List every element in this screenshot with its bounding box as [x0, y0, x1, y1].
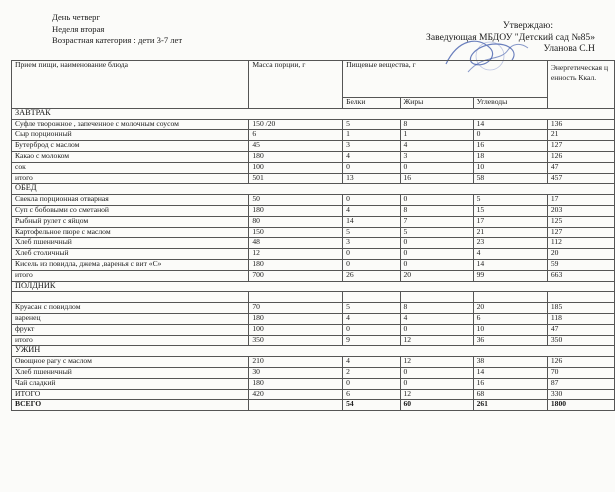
table-row — [12, 173, 615, 184]
protein: 0 — [343, 378, 400, 389]
energy: 125 — [547, 216, 614, 227]
dish-name: Картофельное пюре с маслом — [12, 227, 249, 238]
fat: 7 — [400, 216, 473, 227]
total-dish-name: ВСЕГО — [12, 400, 249, 411]
table-row — [12, 313, 615, 324]
table-row — [12, 238, 615, 249]
protein: 0 — [343, 324, 400, 335]
header-protein: Белки — [343, 98, 400, 109]
energy: 203 — [547, 205, 614, 216]
total-portion — [249, 400, 343, 411]
protein — [343, 292, 400, 303]
section-title: ПОЛДНИК — [12, 281, 615, 292]
total-carbs: 261 — [473, 400, 547, 411]
table-row — [12, 389, 615, 400]
dish-name: итого — [12, 335, 249, 346]
table-row — [12, 357, 615, 368]
carbs: 4 — [473, 249, 547, 260]
header-carbs: Углеводы — [473, 98, 547, 109]
table-row — [12, 303, 615, 314]
table-row — [12, 151, 615, 162]
fat: 1 — [400, 130, 473, 141]
table-row — [12, 216, 615, 227]
table-row — [12, 162, 615, 173]
portion: 501 — [249, 173, 343, 184]
protein: 9 — [343, 335, 400, 346]
protein: 3 — [343, 238, 400, 249]
fat: 12 — [400, 357, 473, 368]
energy: 126 — [547, 357, 614, 368]
portion: 180 — [249, 259, 343, 270]
dish-name: Хлеб столичный — [12, 249, 249, 260]
dish-name: фрукт — [12, 324, 249, 335]
portion: 100 — [249, 162, 343, 173]
carbs: 58 — [473, 173, 547, 184]
energy: 17 — [547, 195, 614, 206]
table-row — [12, 119, 615, 130]
section-title: УЖИН — [12, 346, 615, 357]
energy: 20 — [547, 249, 614, 260]
energy: 127 — [547, 227, 614, 238]
protein: 14 — [343, 216, 400, 227]
energy: 21 — [547, 130, 614, 141]
fat: 0 — [400, 259, 473, 270]
fat: 8 — [400, 303, 473, 314]
portion: 150 — [249, 227, 343, 238]
table-row — [12, 249, 615, 260]
fat: 0 — [400, 195, 473, 206]
protein: 1 — [343, 130, 400, 141]
energy: 663 — [547, 270, 614, 281]
approver-title: Заведующая МБДОУ "Детский сад №85» — [426, 31, 595, 43]
portion: 30 — [249, 367, 343, 378]
energy: 47 — [547, 162, 614, 173]
portion: 100 — [249, 324, 343, 335]
carbs: 99 — [473, 270, 547, 281]
total-fat: 60 — [400, 400, 473, 411]
fat: 0 — [400, 162, 473, 173]
section-title: ОБЕД — [12, 184, 615, 195]
category-line: Возрастная категория : дети 3-7 лет — [52, 35, 183, 45]
carbs — [473, 292, 547, 303]
carbs: 20 — [473, 303, 547, 314]
protein: 5 — [343, 303, 400, 314]
energy: 126 — [547, 151, 614, 162]
portion: 50 — [249, 195, 343, 206]
dish-name: сок — [12, 162, 249, 173]
table-row — [12, 270, 615, 281]
dish-name: Бутерброд с маслом — [12, 141, 249, 152]
protein: 5 — [343, 227, 400, 238]
header-meal: Прием пищи, наименование блюда — [12, 61, 249, 109]
dish-name: Рыбный рулет с яйцом — [12, 216, 249, 227]
dish-name: Какао с молоком — [12, 151, 249, 162]
portion: 420 — [249, 389, 343, 400]
fat — [400, 292, 473, 303]
portion: 700 — [249, 270, 343, 281]
carbs: 68 — [473, 389, 547, 400]
protein: 0 — [343, 259, 400, 270]
table-row — [12, 130, 615, 141]
portion: 180 — [249, 378, 343, 389]
week-line: Неделя вторая — [52, 23, 105, 34]
fat: 20 — [400, 270, 473, 281]
carbs: 0 — [473, 130, 547, 141]
fat: 3 — [400, 151, 473, 162]
carbs: 38 — [473, 357, 547, 368]
dish-name: Круасан с повидлом — [12, 303, 249, 314]
portion — [249, 292, 343, 303]
dish-name: Овощное рагу с маслом — [12, 357, 249, 368]
carbs: 18 — [473, 151, 547, 162]
energy: 118 — [547, 313, 614, 324]
portion: 12 — [249, 249, 343, 260]
protein: 4 — [343, 357, 400, 368]
energy: 185 — [547, 303, 614, 314]
grand-total-row — [12, 400, 615, 411]
portion: 180 — [249, 205, 343, 216]
header-portion: Масса порции, г — [249, 61, 343, 109]
header-nutrients: Пищевые вещества, г — [343, 61, 548, 98]
portion: 48 — [249, 238, 343, 249]
dish-name: Кисель из повидла, джема ,варенья с вит «С» — [12, 259, 249, 270]
carbs: 14 — [473, 119, 547, 130]
fat: 4 — [400, 313, 473, 324]
portion: 80 — [249, 216, 343, 227]
day-line: День четверг — [52, 12, 100, 22]
table-row — [12, 292, 615, 303]
total-protein: 54 — [343, 400, 400, 411]
dish-name: Хлеб пшеничный — [12, 238, 249, 249]
fat: 0 — [400, 324, 473, 335]
carbs: 14 — [473, 367, 547, 378]
portion: 150 /20 — [249, 119, 343, 130]
carbs: 5 — [473, 195, 547, 206]
fat: 4 — [400, 141, 473, 152]
dish-name — [12, 292, 249, 303]
menu-info — [52, 12, 182, 47]
fat: 0 — [400, 378, 473, 389]
protein: 4 — [343, 313, 400, 324]
section-row — [12, 281, 615, 292]
table-row — [12, 378, 615, 389]
portion: 350 — [249, 335, 343, 346]
approve-label: Утверждаю: — [502, 20, 553, 31]
protein: 0 — [343, 195, 400, 206]
protein: 13 — [343, 173, 400, 184]
table-row — [12, 227, 615, 238]
energy: 112 — [547, 238, 614, 249]
dish-name: Суп с бобовыми со сметаной — [12, 205, 249, 216]
carbs: 10 — [473, 324, 547, 335]
energy: 59 — [547, 259, 614, 270]
energy: 87 — [547, 378, 614, 389]
protein: 3 — [343, 141, 400, 152]
dish-name: Свекла порционная отварная — [12, 195, 249, 206]
dish-name: Хлеб пшеничный — [12, 367, 249, 378]
menu-table — [11, 60, 615, 411]
header-fat: Жиры — [400, 98, 473, 109]
approver-name: Уланова С.Н — [543, 43, 595, 54]
dish-name: ИТОГО — [12, 389, 249, 400]
section-row — [12, 108, 615, 119]
fat: 12 — [400, 335, 473, 346]
fat: 8 — [400, 205, 473, 216]
portion: 210 — [249, 357, 343, 368]
section-row — [12, 346, 615, 357]
energy: 457 — [547, 173, 614, 184]
fat: 8 — [400, 119, 473, 130]
table-row — [12, 335, 615, 346]
dish-name: Сыр порционный — [12, 130, 249, 141]
portion: 70 — [249, 303, 343, 314]
fat: 5 — [400, 227, 473, 238]
carbs: 21 — [473, 227, 547, 238]
energy: 47 — [547, 324, 614, 335]
protein: 26 — [343, 270, 400, 281]
energy — [547, 292, 614, 303]
table-row — [12, 367, 615, 378]
fat: 12 — [400, 389, 473, 400]
carbs: 17 — [473, 216, 547, 227]
protein: 0 — [343, 162, 400, 173]
protein: 2 — [343, 367, 400, 378]
carbs: 16 — [473, 378, 547, 389]
total-energy: 1800 — [547, 400, 614, 411]
dish-name: Чай сладкий — [12, 378, 249, 389]
table-body — [12, 108, 615, 410]
table-row — [12, 259, 615, 270]
energy: 330 — [547, 389, 614, 400]
fat: 0 — [400, 367, 473, 378]
table-row — [12, 205, 615, 216]
portion: 180 — [249, 313, 343, 324]
carbs: 36 — [473, 335, 547, 346]
table-row — [12, 141, 615, 152]
carbs: 14 — [473, 259, 547, 270]
section-title: ЗАВТРАК — [12, 108, 615, 119]
carbs: 15 — [473, 205, 547, 216]
fat: 16 — [400, 173, 473, 184]
carbs: 23 — [473, 238, 547, 249]
protein: 4 — [343, 205, 400, 216]
protein: 4 — [343, 151, 400, 162]
portion: 180 — [249, 151, 343, 162]
fat: 0 — [400, 238, 473, 249]
table-row — [12, 195, 615, 206]
carbs: 10 — [473, 162, 547, 173]
protein: 5 — [343, 119, 400, 130]
carbs: 16 — [473, 141, 547, 152]
energy: 70 — [547, 367, 614, 378]
energy: 350 — [547, 335, 614, 346]
table-row — [12, 324, 615, 335]
table-header-row — [12, 61, 615, 98]
dish-name: итого — [12, 173, 249, 184]
protein: 6 — [343, 389, 400, 400]
carbs: 6 — [473, 313, 547, 324]
header-energy: Энергетическая ценность Ккал. — [547, 61, 614, 109]
portion: 45 — [249, 141, 343, 152]
section-row — [12, 184, 615, 195]
dish-name: Суфле творожное , запеченное с молочным соусом — [12, 119, 249, 130]
fat: 0 — [400, 249, 473, 260]
dish-name: варенец — [12, 313, 249, 324]
energy: 127 — [547, 141, 614, 152]
protein: 0 — [343, 249, 400, 260]
dish-name: итого — [12, 270, 249, 281]
energy: 136 — [547, 119, 614, 130]
portion: 6 — [249, 130, 343, 141]
